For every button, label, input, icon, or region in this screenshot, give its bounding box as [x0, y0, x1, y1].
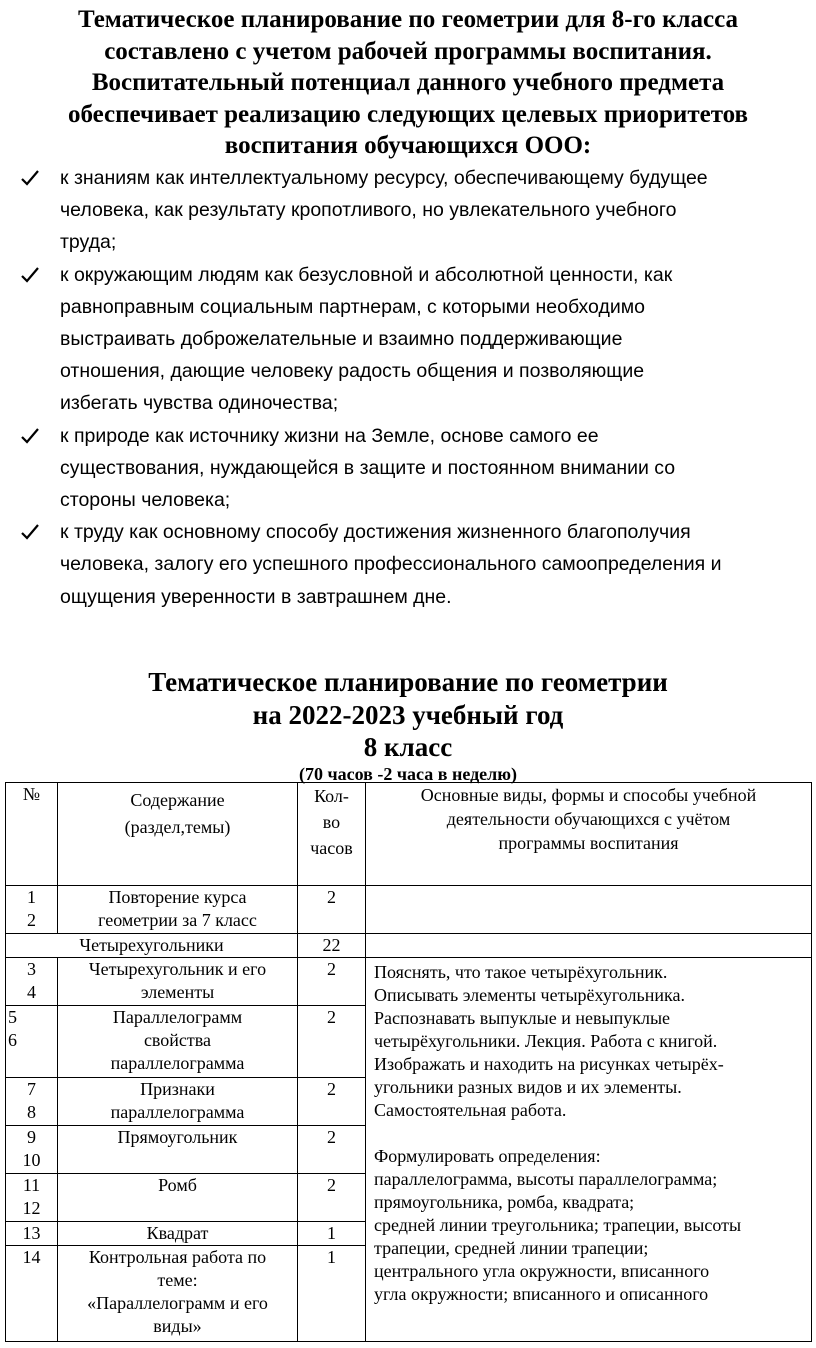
lesson-topic-line: Ромб: [158, 1175, 197, 1195]
priority-item-line: человека, залогу его успешного профессионального самоопределения и: [60, 553, 722, 576]
activity-description-line: параллелограмма, высоты параллелограмма;: [374, 1169, 718, 1189]
lesson-topic: [58, 1174, 298, 1222]
lesson-number-line: 6: [8, 1030, 17, 1050]
lesson-topic: [58, 886, 298, 934]
priority-item-line: труда;: [60, 231, 117, 254]
table-header-row: [6, 783, 812, 886]
header-num: №: [6, 783, 58, 886]
lesson-topic-line: Контрольная работа по: [88, 1247, 267, 1267]
header-content-line: Содержание: [130, 790, 225, 810]
lesson-topic: [58, 1006, 298, 1078]
plan-title-line2: на 2022-2023 учебный год: [252, 700, 564, 730]
hours-count: 2: [298, 1126, 366, 1174]
checkmark-icon: [20, 420, 44, 452]
lesson-number: [6, 1222, 58, 1246]
priorities-list: [20, 162, 816, 613]
lesson-number-line: 1: [27, 887, 36, 907]
priority-item-line: человека, как результату кропотливого, но увлекательного учебного: [60, 199, 677, 222]
plan-table: [5, 782, 812, 1342]
lesson-number-line: 10: [22, 1150, 41, 1170]
plan-title-line3: 8 класс: [363, 732, 453, 762]
header-activity-line: деятельности обучающихся с учётом: [446, 809, 731, 829]
plan-title: [0, 666, 816, 785]
priority-item-line: избегать чувства одиночества;: [60, 392, 339, 415]
priority-item: [20, 516, 816, 613]
lesson-number-line: 5: [8, 1007, 17, 1027]
priority-item-line: стороны человека;: [60, 489, 231, 512]
lesson-number-line: 7: [27, 1079, 36, 1099]
priority-item-line: выстраивать доброжелательные и взаимно поддерживающие: [60, 328, 623, 351]
header-hours-line: во: [322, 812, 341, 832]
table-row: [6, 958, 812, 1006]
section-title-line: Четырехугольники: [79, 935, 224, 955]
activity-cell-empty: [366, 886, 812, 934]
lesson-topic-line: Повторение курса: [108, 887, 247, 907]
heading-line: Воспитательный потенциал данного учебного предмета: [91, 69, 725, 96]
lesson-number-line: 4: [27, 982, 36, 1002]
activity-description-line: Описывать элементы четырёхугольника.: [374, 985, 685, 1005]
heading-line: составлено с учетом рабочей программы воспитания.: [104, 37, 712, 65]
hours-count: 2: [298, 1174, 366, 1222]
priority-item-line: равноправным социальным партнерам, с которыми необходимо: [60, 295, 645, 318]
activity-description-line: прямоугольника, ромба, квадрата;: [374, 1192, 635, 1212]
activity-cell-empty: [366, 934, 812, 958]
checkmark-icon: [20, 162, 44, 194]
activity-description-line: трапеции, средней линии трапеции;: [374, 1238, 649, 1258]
priority-item-line: существования, нуждающейся в защите и постоянном внимании со: [60, 456, 676, 479]
hours-count: 2: [298, 958, 366, 1006]
document-heading: [0, 4, 816, 162]
activity-description-line: центрального угла окружности, вписанного: [374, 1261, 710, 1281]
header-activity-line: Основные виды, формы и способы учебной: [420, 785, 757, 805]
lesson-number-line: 11: [22, 1175, 41, 1195]
activity-description-line: средней линии треугольника; трапеции, высоты: [374, 1215, 742, 1235]
hours-count: 22: [298, 934, 366, 958]
plan-title-line1: Тематическое планирование по геометрии: [148, 667, 668, 697]
lesson-topic-line: элементы: [140, 982, 215, 1002]
header-hours-line: Кол-: [314, 786, 349, 806]
lesson-topic-line: Параллелограмм: [112, 1007, 243, 1027]
activity-description-line: Пояснять, что такое четырёхугольник.: [374, 962, 668, 982]
lesson-topic-line: Прямоугольник: [117, 1127, 238, 1147]
activity-description-line: Самостоятельная работа.: [374, 1100, 567, 1120]
lesson-topic-line: параллелограмма: [110, 1053, 245, 1073]
priority-item-line: к труду как основному способу достижения жизненного благополучия: [60, 521, 691, 544]
activity-description-line: угольники разных видов и их элементы.: [374, 1077, 682, 1097]
lesson-number-line: 14: [22, 1247, 41, 1267]
priority-item: [20, 259, 816, 420]
heading-line: воспитания обучающихся ООО:: [224, 132, 592, 159]
lesson-number: [6, 958, 58, 1006]
lesson-topic-line: геометрии за 7 класс: [98, 910, 257, 930]
lesson-topic-line: «Параллелограмм и его: [87, 1293, 268, 1313]
lesson-number: [6, 1006, 58, 1078]
lesson-topic-line: Квадрат: [146, 1223, 209, 1243]
lesson-topic-line: Признаки: [140, 1079, 215, 1099]
lesson-topic: [58, 1126, 298, 1174]
lesson-number-line: 8: [27, 1102, 36, 1122]
lesson-number-line: 9: [27, 1127, 36, 1147]
lesson-topic-line: Четырехугольник и его: [88, 959, 267, 979]
priority-item-line: к окружающим людям как безусловной и абсолютной ценности, как: [60, 263, 673, 286]
lesson-number: [6, 1078, 58, 1126]
hours-count: 2: [298, 1078, 366, 1126]
priority-item-line: к природе как источнику жизни на Земле, основе самого ее: [60, 424, 599, 447]
lesson-topic: [58, 958, 298, 1006]
header-activity-line: программы воспитания: [498, 833, 679, 853]
priority-item: [20, 420, 816, 517]
lesson-number: [6, 1246, 58, 1342]
activity-description: [366, 958, 812, 1342]
plan-title-line4: (70 часов -2 часа в неделю): [298, 764, 518, 784]
hours-count: 2: [298, 886, 366, 934]
lesson-topic: [58, 1246, 298, 1342]
checkmark-icon: [20, 259, 44, 291]
section-title: [6, 934, 298, 958]
header-content-line: (раздел,темы): [124, 817, 231, 837]
lesson-number: [6, 1174, 58, 1222]
activity-description-line: угла окружности; вписанного и описанного: [374, 1284, 709, 1304]
hours-count: 2: [298, 1006, 366, 1078]
priority-item: [20, 162, 816, 259]
activity-description-line: четырёхугольники. Лекция. Работа с книгой.: [374, 1031, 718, 1051]
header-hours: [298, 783, 366, 886]
lesson-number: [6, 886, 58, 934]
priority-item-line: к знаниям как интеллектуальному ресурсу, обеспечивающему будущее: [60, 167, 708, 189]
lesson-topic-line: виды»: [153, 1316, 202, 1336]
activity-description-line: Изображать и находить на рисунках четырёх-: [374, 1054, 724, 1074]
heading-line: Тематическое планирование по геометрии для 8-го класса: [77, 6, 739, 33]
lesson-number-line: 12: [22, 1198, 41, 1218]
lesson-topic: [58, 1078, 298, 1126]
header-activity: [366, 783, 812, 886]
lesson-topic-line: свойства: [143, 1030, 212, 1050]
hours-count: 1: [298, 1222, 366, 1246]
activity-description-line: [374, 1122, 809, 1145]
section-row: [6, 934, 812, 958]
lesson-topic-line: теме:: [157, 1270, 198, 1290]
activity-description-line: Распознавать выпуклые и невыпуклые: [374, 1008, 671, 1028]
lesson-topic: [58, 1222, 298, 1246]
lesson-number-line: 2: [27, 910, 36, 930]
priority-item-line: ощущения уверенности в завтрашнем дне.: [60, 585, 452, 608]
heading-line: обеспечивает реализацию следующих целевых приоритетов: [67, 100, 749, 128]
header-hours-line: часов: [310, 838, 353, 858]
table-row: [6, 886, 812, 934]
hours-count: 1: [298, 1246, 366, 1342]
lesson-number-line: 3: [27, 959, 36, 979]
checkmark-icon: [20, 516, 44, 548]
activity-description-line: Формулировать определения:: [374, 1146, 601, 1166]
lesson-topic-line: параллелограмма: [110, 1102, 245, 1122]
priority-item-line: отношения, дающие человеку радость общения и позволяющие: [60, 360, 645, 383]
header-content: [58, 783, 298, 886]
lesson-number: [6, 1126, 58, 1174]
lesson-number-line: 13: [22, 1223, 41, 1243]
